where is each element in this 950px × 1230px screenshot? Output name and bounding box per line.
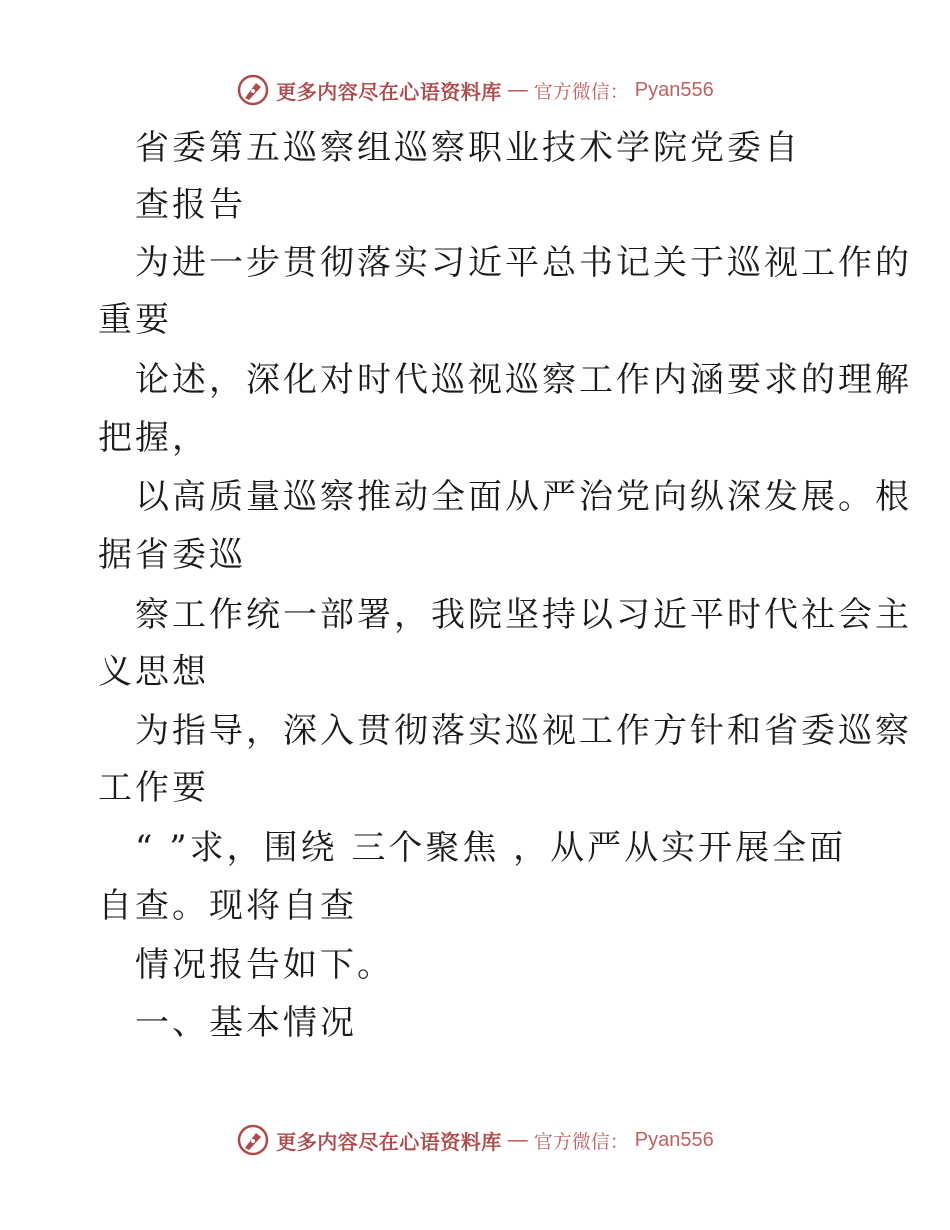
paragraph-line: 把握， <box>98 418 209 458</box>
pen-nib-circle-icon <box>236 1123 270 1157</box>
banner-dash: — <box>507 78 528 101</box>
section-heading: 一、基本情况 <box>135 1003 357 1043</box>
document-title-line-2: 查报告 <box>135 185 246 225</box>
paragraph-line: 据省委巡 <box>98 535 246 575</box>
header-banner <box>0 70 950 110</box>
paragraph-line: 义思想 <box>98 652 209 692</box>
paragraph-line: 工作要 <box>98 768 209 808</box>
paragraph-line: 察工作统一部署，我院坚持以习近平时代社会主 <box>135 595 912 635</box>
paragraph-line: 论述，深化对时代巡视巡察工作内涵要求的理解 <box>135 360 912 400</box>
banner-site-text: 更多内容尽在心语资料库 <box>276 1129 502 1154</box>
document-title-line-1: 省委第五巡察组巡察职业技术学院党委自 <box>135 128 801 168</box>
banner-dash: — <box>507 1128 528 1151</box>
banner-wechat-id: Pyan556 <box>634 78 714 101</box>
banner-site-text: 更多内容尽在心语资料库 <box>276 79 502 104</box>
banner-wechat-label: 官方微信： <box>533 1130 629 1153</box>
paragraph-line: 自查。现将自查 <box>98 886 357 926</box>
paragraph-line: 以高质量巡察推动全面从严治党向纵深发展。根 <box>135 477 912 517</box>
paragraph-line: 情况报告如下。 <box>135 945 394 985</box>
banner-wechat-id: Pyan556 <box>634 1128 714 1151</box>
banner-wechat-label: 官方微信： <box>533 80 629 103</box>
paragraph-line: 重要 <box>98 300 172 340</box>
paragraph-line: 为指导，深入贯彻落实巡视工作方针和省委巡察 <box>135 711 912 751</box>
footer-banner <box>0 1120 950 1160</box>
paragraph-line: “ ”求，围绕 三个聚焦 ，从严从实开展全面 <box>135 828 847 868</box>
pen-nib-circle-icon <box>236 73 270 107</box>
paragraph-line: 为进一步贯彻落实习近平总书记关于巡视工作的 <box>135 243 912 283</box>
